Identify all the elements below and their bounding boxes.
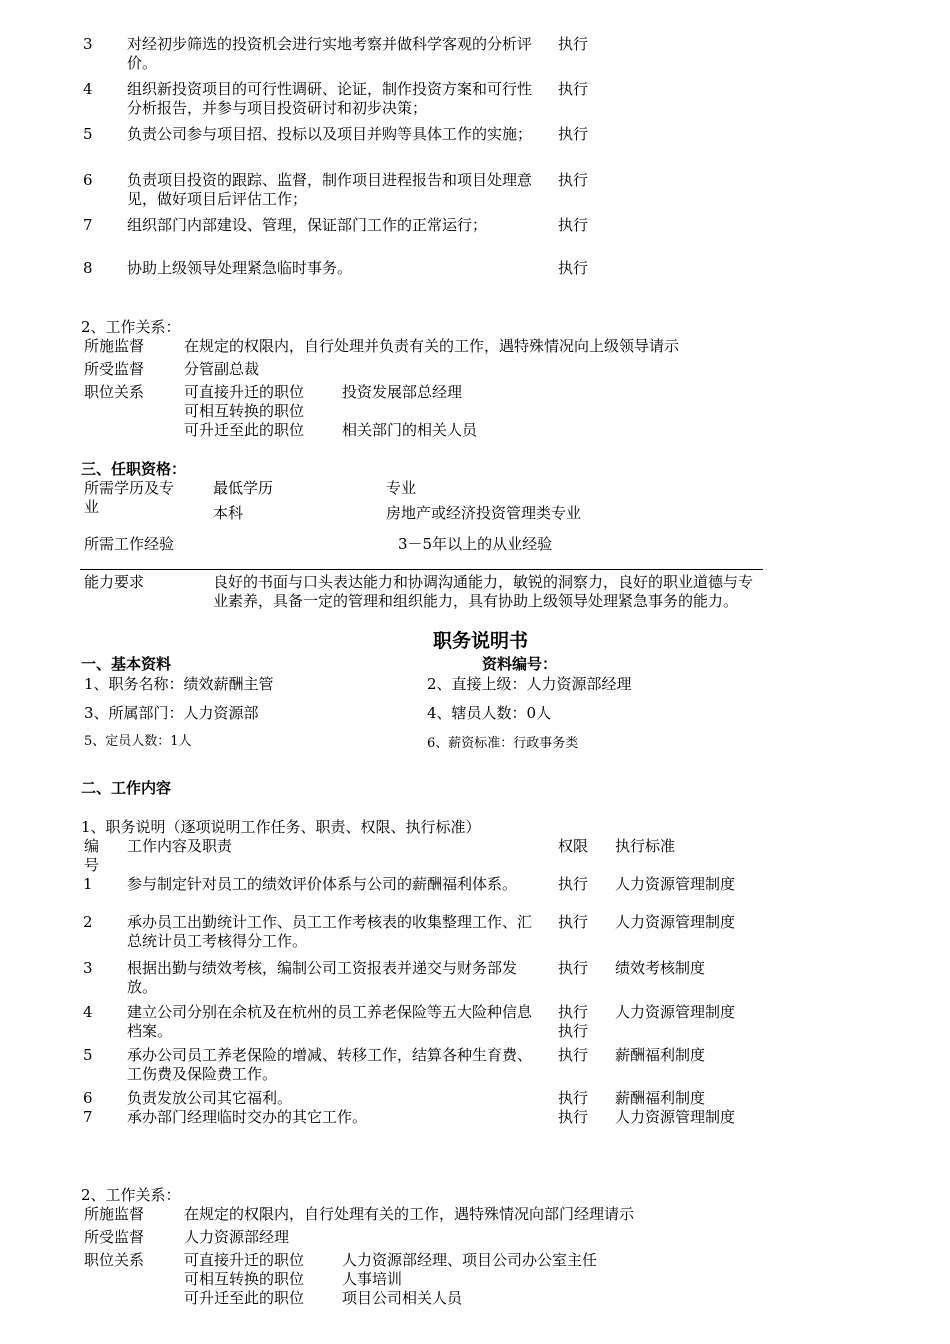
duty-content: 组织部门内部建设、管理，保证部门工作的正常运行； [127, 216, 488, 234]
duty-authority: 执行 [558, 1003, 589, 1021]
duty-number: 4 [83, 80, 93, 98]
duty-number: 7 [83, 216, 93, 234]
duty-standard: 人力资源管理制度 [615, 1003, 736, 1021]
col-standard-header: 执行标准 [615, 837, 676, 855]
duty-content: 协助上级领导处理紧急临时事务。 [127, 259, 353, 277]
experience-label: 所需工作经验 [84, 535, 175, 553]
duty-number: 7 [83, 1108, 93, 1126]
supervise-label: 所施监督 [84, 337, 145, 355]
document-title: 职务说明书 [433, 630, 529, 652]
promote-label: 可直接升迁的职位 [184, 1251, 305, 1269]
duty-authority: 执行 [558, 913, 589, 931]
promote-value: 人力资源部经理、项目公司办公室主任 [342, 1251, 598, 1269]
duty-authority-extra: 执行 [558, 1022, 589, 1040]
duty-content: 参与制定针对员工的绩效评价体系与公司的薪酬福利体系。 [127, 875, 518, 893]
ability-value: 良好的书面与口头表达能力和协调沟通能力，敏锐的洞察力，良好的职业道德与专业素养，具备一定的管理和组织能力，具有协助上级领导处理紧急事务的能力。 [213, 573, 754, 610]
promote-value: 投资发展部总经理 [342, 383, 463, 401]
duty-content: 根据出勤与绩效考核，编制公司工资报表并递交与财务部发放。 [127, 959, 518, 996]
supervise-label: 所施监督 [84, 1205, 145, 1223]
duty-content: 承办公司员工养老保险的增减、转移工作，结算各种生育费、工伤费及保险费工作。 [127, 1046, 533, 1083]
supervised-value: 人力资源部经理 [184, 1228, 290, 1246]
duty-authority: 执行 [558, 959, 589, 977]
duty-content: 负责项目投资的跟踪、监督，制作项目进程报告和项目处理意见，做好项目后评估工作； [127, 171, 533, 208]
duty-number: 6 [83, 171, 93, 189]
min-education-value: 本科 [213, 504, 244, 522]
duty-number: 6 [83, 1089, 93, 1107]
duty-authority: 执行 [558, 80, 589, 98]
promote-label: 可直接升迁的职位 [184, 383, 305, 401]
supervised-label: 所受监督 [84, 360, 145, 378]
duty-number: 4 [83, 1003, 93, 1021]
from-label: 可升迁至此的职位 [184, 421, 305, 439]
subordinates: 4、辖员人数：0人 [427, 704, 552, 722]
duty-authority: 执行 [558, 1089, 589, 1107]
divider [80, 569, 763, 570]
doc-number-label: 资料编号： [482, 655, 558, 673]
duty-authority: 执行 [558, 216, 589, 234]
duty-number: 1 [83, 875, 93, 893]
duty-content: 负责发放公司其它福利。 [127, 1089, 293, 1107]
duty-authority: 执行 [558, 1108, 589, 1126]
section-heading: 2、工作关系： [81, 318, 181, 336]
duty-number: 2 [83, 913, 93, 931]
major-label: 专业 [386, 479, 417, 497]
duty-content: 对经初步筛选的投资机会进行实地考察并做科学客观的分析评价。 [127, 35, 533, 72]
supervised-label: 所受监督 [84, 1228, 145, 1246]
duty-authority: 执行 [558, 259, 589, 277]
duty-authority: 执行 [558, 171, 589, 189]
position-label: 职位关系 [84, 1251, 145, 1269]
duty-number: 5 [83, 125, 93, 143]
from-value: 项目公司相关人员 [342, 1289, 463, 1307]
duty-standard: 薪酬福利制度 [615, 1046, 706, 1064]
from-label: 可升迁至此的职位 [184, 1289, 305, 1307]
col-number-header: 编号 [84, 837, 100, 874]
supervise-value: 在规定的权限内，自行处理有关的工作，遇特殊情况向部门经理请示 [184, 1205, 635, 1223]
col-content-header: 工作内容及职责 [127, 837, 233, 855]
duty-authority: 执行 [558, 35, 589, 53]
major-value: 房地产或经济投资管理类专业 [386, 504, 582, 522]
from-value: 相关部门的相关人员 [342, 421, 478, 439]
duty-authority: 执行 [558, 875, 589, 893]
duty-standard: 人力资源管理制度 [615, 913, 736, 931]
duty-authority: 执行 [558, 125, 589, 143]
duty-content: 组织新投资项目的可行性调研、论证，制作投资方案和可行性分析报告，并参与项目投资研讨和初步决策； [127, 80, 533, 117]
section-heading: 三、任职资格： [81, 460, 187, 478]
duty-number: 5 [83, 1046, 93, 1064]
duty-number: 8 [83, 259, 93, 277]
duty-standard: 人力资源管理制度 [615, 1108, 736, 1126]
section-heading: 2、工作关系： [81, 1186, 181, 1204]
supervise-value: 在规定的权限内，自行处理并负责有关的工作，遇特殊情况向上级领导请示 [184, 337, 680, 355]
duty-content: 建立公司分别在余杭及在杭州的员工养老保险等五大险种信息档案。 [127, 1003, 533, 1040]
duty-content: 负责公司参与项目招、投标以及项目并购等具体工作的实施； [127, 125, 533, 143]
duty-standard: 薪酬福利制度 [615, 1089, 706, 1107]
duty-standard: 人力资源管理制度 [615, 875, 736, 893]
supervised-value: 分管副总裁 [184, 360, 260, 378]
duty-description-heading: 1、职务说明（逐项说明工作任务、职责、权限、执行标准） [81, 818, 481, 836]
rotate-label: 可相互转换的职位 [184, 1270, 305, 1288]
duty-content: 承办员工出勤统计工作、员工工作考核表的收集整理工作、汇总统计员工考核得分工作。 [127, 913, 533, 950]
rotate-value: 人事培训 [342, 1270, 403, 1288]
col-authority-header: 权限 [558, 837, 589, 855]
headcount: 5、定员人数：1人 [84, 734, 192, 749]
basic-info-heading: 一、基本资料 [81, 655, 172, 673]
experience-value: 3－5年以上的从业经验 [398, 535, 553, 553]
job-name: 1、职务名称：绩效薪酬主管 [84, 675, 274, 693]
work-content-heading: 二、工作内容 [81, 779, 172, 797]
department: 3、所属部门：人力资源部 [84, 704, 259, 722]
ability-label: 能力要求 [84, 573, 145, 591]
duty-number: 3 [83, 959, 93, 977]
duty-number: 3 [83, 35, 93, 53]
salary-standard: 6、薪资标准：行政事务类 [427, 736, 579, 751]
min-education-label: 最低学历 [213, 479, 274, 497]
position-label: 职位关系 [84, 383, 145, 401]
duty-content: 承办部门经理临时交办的其它工作。 [127, 1108, 368, 1126]
duty-standard: 绩效考核制度 [615, 959, 706, 977]
duty-authority: 执行 [558, 1046, 589, 1064]
direct-superior: 2、直接上级：人力资源部经理 [427, 675, 632, 693]
rotate-label: 可相互转换的职位 [184, 402, 305, 420]
education-label: 所需学历及专业 [84, 479, 175, 516]
